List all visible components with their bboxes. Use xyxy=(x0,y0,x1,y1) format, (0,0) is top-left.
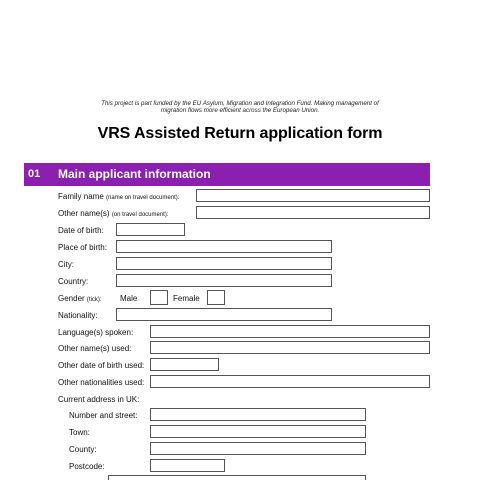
section-header xyxy=(24,163,430,186)
town-input[interactable] xyxy=(151,431,365,442)
postcode-box xyxy=(150,459,225,472)
family-name-label-text: Family name xyxy=(58,192,104,201)
city-input[interactable] xyxy=(117,263,331,274)
female-label: Female xyxy=(173,294,200,303)
family-name-label xyxy=(58,192,179,201)
pob-label: Place of birth: xyxy=(58,243,107,252)
nationality-box xyxy=(116,308,332,321)
female-checkbox[interactable] xyxy=(207,290,225,305)
gender-label-text: Gender xyxy=(58,294,85,303)
family-name-input[interactable] xyxy=(197,195,429,206)
section-number: 01 xyxy=(28,168,41,180)
gender-note: (tick): xyxy=(86,297,102,303)
other-names-label-text: Other name(s) xyxy=(58,209,110,218)
city-label: City: xyxy=(58,260,74,269)
pob-input[interactable] xyxy=(117,246,331,257)
funding-line-1: This project is part funded by the EU Asylum, Migration and Integration Fund. Making management of xyxy=(101,100,379,107)
country-box xyxy=(116,274,332,287)
funding-notice xyxy=(60,100,420,115)
street-input[interactable] xyxy=(151,414,365,425)
other-nationalities-label: Other nationalities used: xyxy=(58,378,145,387)
dob-label: Date of birth: xyxy=(58,226,104,235)
next-field-box-partial xyxy=(108,475,366,480)
city-box xyxy=(116,257,332,270)
other-dob-box xyxy=(150,358,219,371)
other-names-box xyxy=(196,206,430,219)
town-label: Town: xyxy=(69,428,90,437)
pob-box xyxy=(116,240,332,253)
male-label: Male xyxy=(120,294,138,303)
postcode-label: Postcode: xyxy=(69,462,105,471)
nationality-input[interactable] xyxy=(117,314,331,325)
dob-input[interactable] xyxy=(117,229,184,240)
other-dob-input[interactable] xyxy=(151,364,218,375)
gender-label xyxy=(58,294,102,303)
town-box xyxy=(150,425,366,438)
street-box xyxy=(150,408,366,421)
other-names-used-box xyxy=(150,341,430,354)
male-checkbox[interactable] xyxy=(150,290,168,305)
other-names-input[interactable] xyxy=(197,212,429,223)
county-box xyxy=(150,442,366,455)
county-label: County: xyxy=(69,445,97,454)
other-dob-label: Other date of birth used: xyxy=(58,361,145,370)
family-name-note: (name on travel document): xyxy=(106,195,180,201)
street-label: Number and street: xyxy=(69,411,138,420)
country-label: Country: xyxy=(58,277,89,286)
funding-line-2: migration flows more efficient across the European Union. xyxy=(160,107,320,115)
nationality-label: Nationality: xyxy=(58,311,98,320)
address-label: Current address in UK: xyxy=(58,395,140,404)
other-nationalities-box xyxy=(150,375,430,388)
family-name-box xyxy=(196,189,430,202)
county-input[interactable] xyxy=(151,448,365,459)
page-title: VRS Assisted Return application form xyxy=(97,125,383,142)
other-names-note: (on travel document): xyxy=(111,212,169,218)
other-names-used-input[interactable] xyxy=(151,347,429,358)
languages-label: Language(s) spoken: xyxy=(58,328,134,337)
other-nationalities-input[interactable] xyxy=(151,381,429,392)
other-names-label xyxy=(58,209,169,218)
languages-box xyxy=(150,325,430,338)
other-names-used-label: Other name(s) used: xyxy=(58,344,132,353)
section-title: Main applicant information xyxy=(58,167,211,181)
dob-box xyxy=(116,223,185,236)
